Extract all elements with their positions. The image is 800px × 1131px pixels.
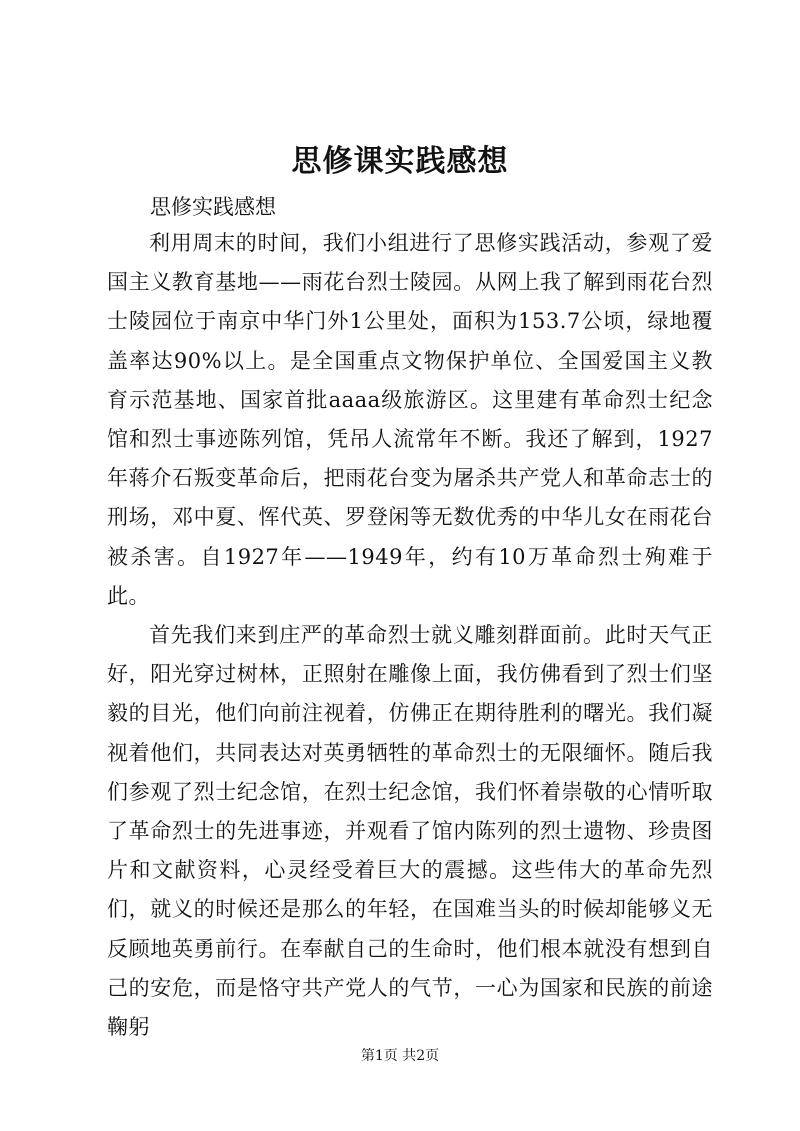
document-body <box>107 224 713 1047</box>
page-number-footer: 第1页 共2页 <box>360 1048 440 1064</box>
paragraph-2: 首先我们来到庄严的革命烈士就义雕刻群面前。此时天气正好，阳光穿过树林，正照射在雕像上面，我仿佛看到了烈士们坚毅的目光，他们向前注视着，仿佛正在期待胜利的曙光。我们凝视着他们，共同表达对英勇牺牲的革命烈士的无限缅怀。随后我们参观了烈士纪念馆，在烈士纪念馆，我们怀着崇敬的心情听取了革命烈士的先进事迹，并观看了馆内陈列的烈士遗物、珍贵图片和文献资料，心灵经受着巨大的震撼。这些伟大的革命先烈们，就义的时候还是那么的年轻，在国难当头的时候却能够义无反顾地英勇前行。在奉献自己的生命时，他们根本就没有想到自己的安危，而是恪守共产党人的气节，一心为国家和民族的前途鞠躬 <box>107 623 713 1040</box>
document-subtitle: 思修实践感想 <box>150 195 276 219</box>
paragraph-1: 利用周末的时间，我们小组进行了思修实践活动，参观了爱国主义教育基地——雨花台烈士陵园。从网上我了解到雨花台烈士陵园位于南京中华门外1公里处，面积为153.7公顷，绿地覆盖率达90%以上。是全国重点文物保护单位、全国爱国主义教育示范基地、国家首批aaaa级旅游区。这里建有革命烈士纪念馆和烈士事迹陈列馆，凭吊人流常年不断。我还了解到，1927年蒋介石叛变革命后，把雨花台变为屠杀共产党人和革命志士的刑场，邓中夏、恽代英、罗登闲等无数优秀的中华儿女在雨花台被杀害。自1927年——1949年，约有10万革命烈士殉难于此。 <box>107 231 713 608</box>
document-title: 思修课实践感想 <box>291 144 509 179</box>
